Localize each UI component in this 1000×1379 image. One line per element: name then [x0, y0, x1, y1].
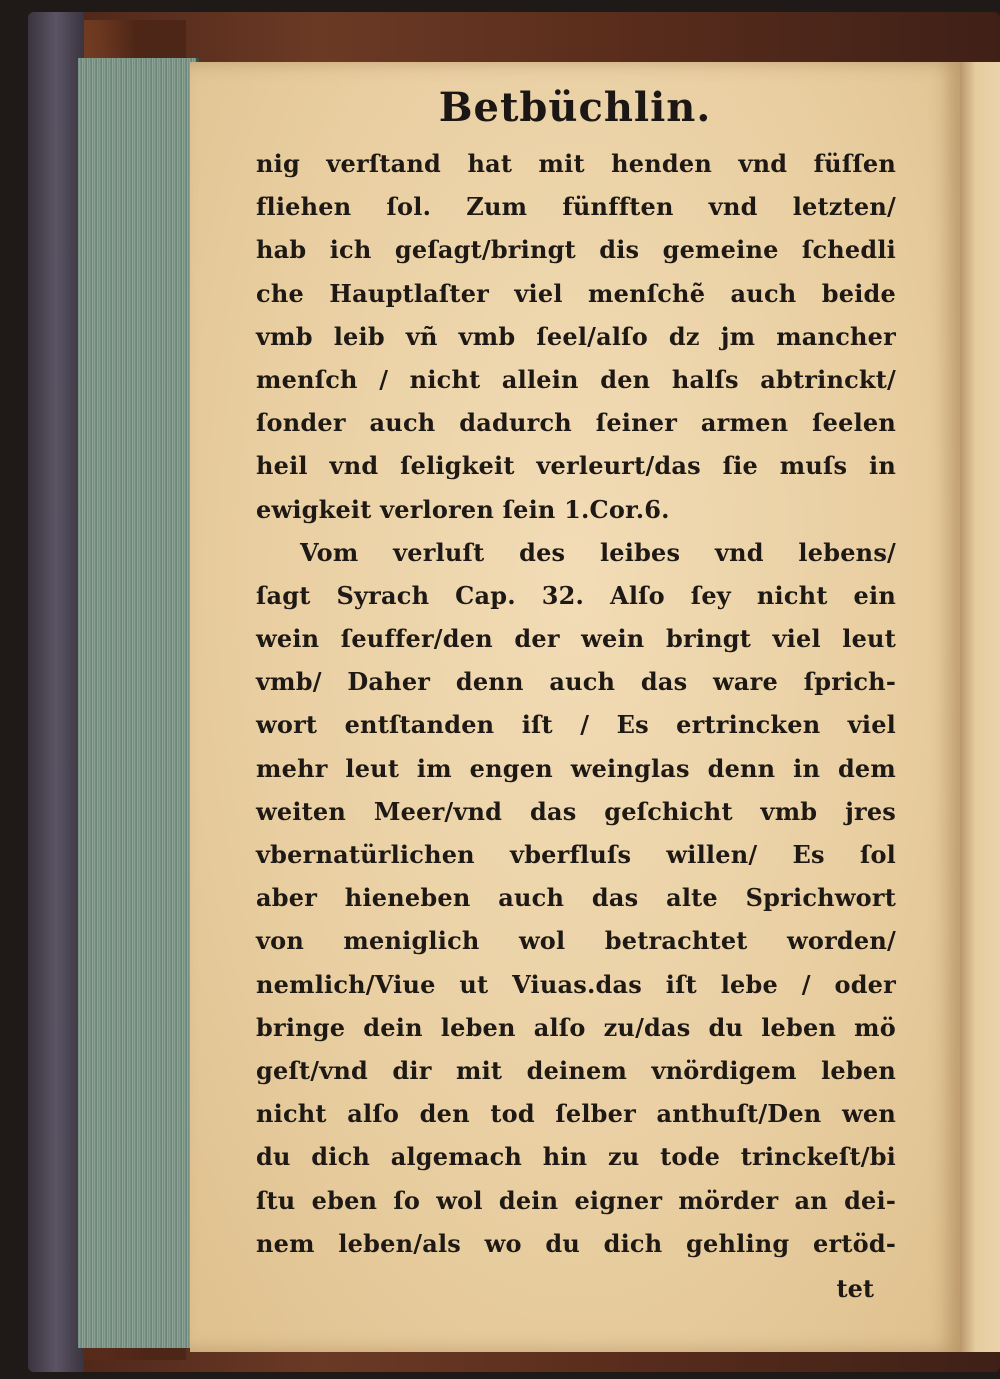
facing-page-edge — [960, 62, 1000, 1352]
text-line: nicht alſo den tod ſelber anthuſt/Den wen — [256, 1099, 896, 1129]
text-line: hab ich geſagt/bringt dis gemeine ſchedli — [256, 235, 896, 265]
text-line: ſonder auch dadurch ſeiner armen ſeelen — [256, 408, 896, 438]
text-line: nem leben/als wo du dich gehling ertöd- — [256, 1228, 896, 1258]
text-line: vmb/ Daher denn auch das ware ſprich- — [256, 667, 896, 697]
book-page — [190, 62, 960, 1352]
text-line: von meniglich wol betrachtet worden/ — [256, 926, 896, 956]
text-line: menſch / nicht allein den halſs abtrinckt/ — [256, 364, 896, 394]
text-line: fliehen ſol. Zum fünfften vnd letzten/ — [256, 192, 896, 222]
page-edges — [78, 58, 199, 1348]
text-line: ſagt Syrach Cap. 32. Alſo ſey nicht ein — [256, 580, 896, 610]
text-line: bringe dein leben alſo zu/das du leben mö — [256, 1012, 896, 1042]
text-line: du dich algemach hin zu tode trinckeſt/bi — [256, 1142, 896, 1172]
text-line: heil vnd ſeligkeit verleurt/das ſie muſs in — [256, 451, 896, 481]
text-line: weiten Meer/vnd das geſchicht vmb jres — [256, 796, 896, 826]
text-line: che Hauptlaſter viel menſchẽ auch beide — [256, 278, 896, 308]
text-line: vbernatürlichen vberfluſs willen/ Es ſol — [256, 840, 896, 869]
text-line: Vom verluſt des leibes vnd lebens/ — [300, 537, 896, 567]
catchword: tet — [836, 1274, 874, 1303]
text-line: mehr leut im engen weinglas denn in dem — [256, 753, 896, 783]
text-line: wort entſtanden iſt / Es ertrincken viel — [256, 710, 896, 740]
text-line: geſt/vnd dir mit deinem vnördigem leben — [256, 1055, 896, 1085]
text-line: nig verſtand hat mit henden vnd füſſen — [256, 149, 896, 178]
body-text — [256, 142, 896, 1265]
text-line: wein ſeuffer/den der wein bringt viel leut — [256, 624, 896, 654]
text-line: ewigkeit verloren ſein 1.Cor.6. — [256, 494, 670, 524]
text-line: ſtu eben ſo wol dein eigner mörder an dei- — [256, 1185, 896, 1215]
text-line: vmb leib vñ vmb ſeel/alſo dz jm mancher — [256, 321, 896, 351]
text-line: nemlich/Viue ut Viuas.das iſt lebe / oder — [256, 969, 896, 999]
page-header: Betbüchlin. — [438, 84, 712, 131]
text-line: aber hieneben auch das alte Sprichwort — [256, 883, 896, 913]
book-spine — [28, 12, 84, 1372]
